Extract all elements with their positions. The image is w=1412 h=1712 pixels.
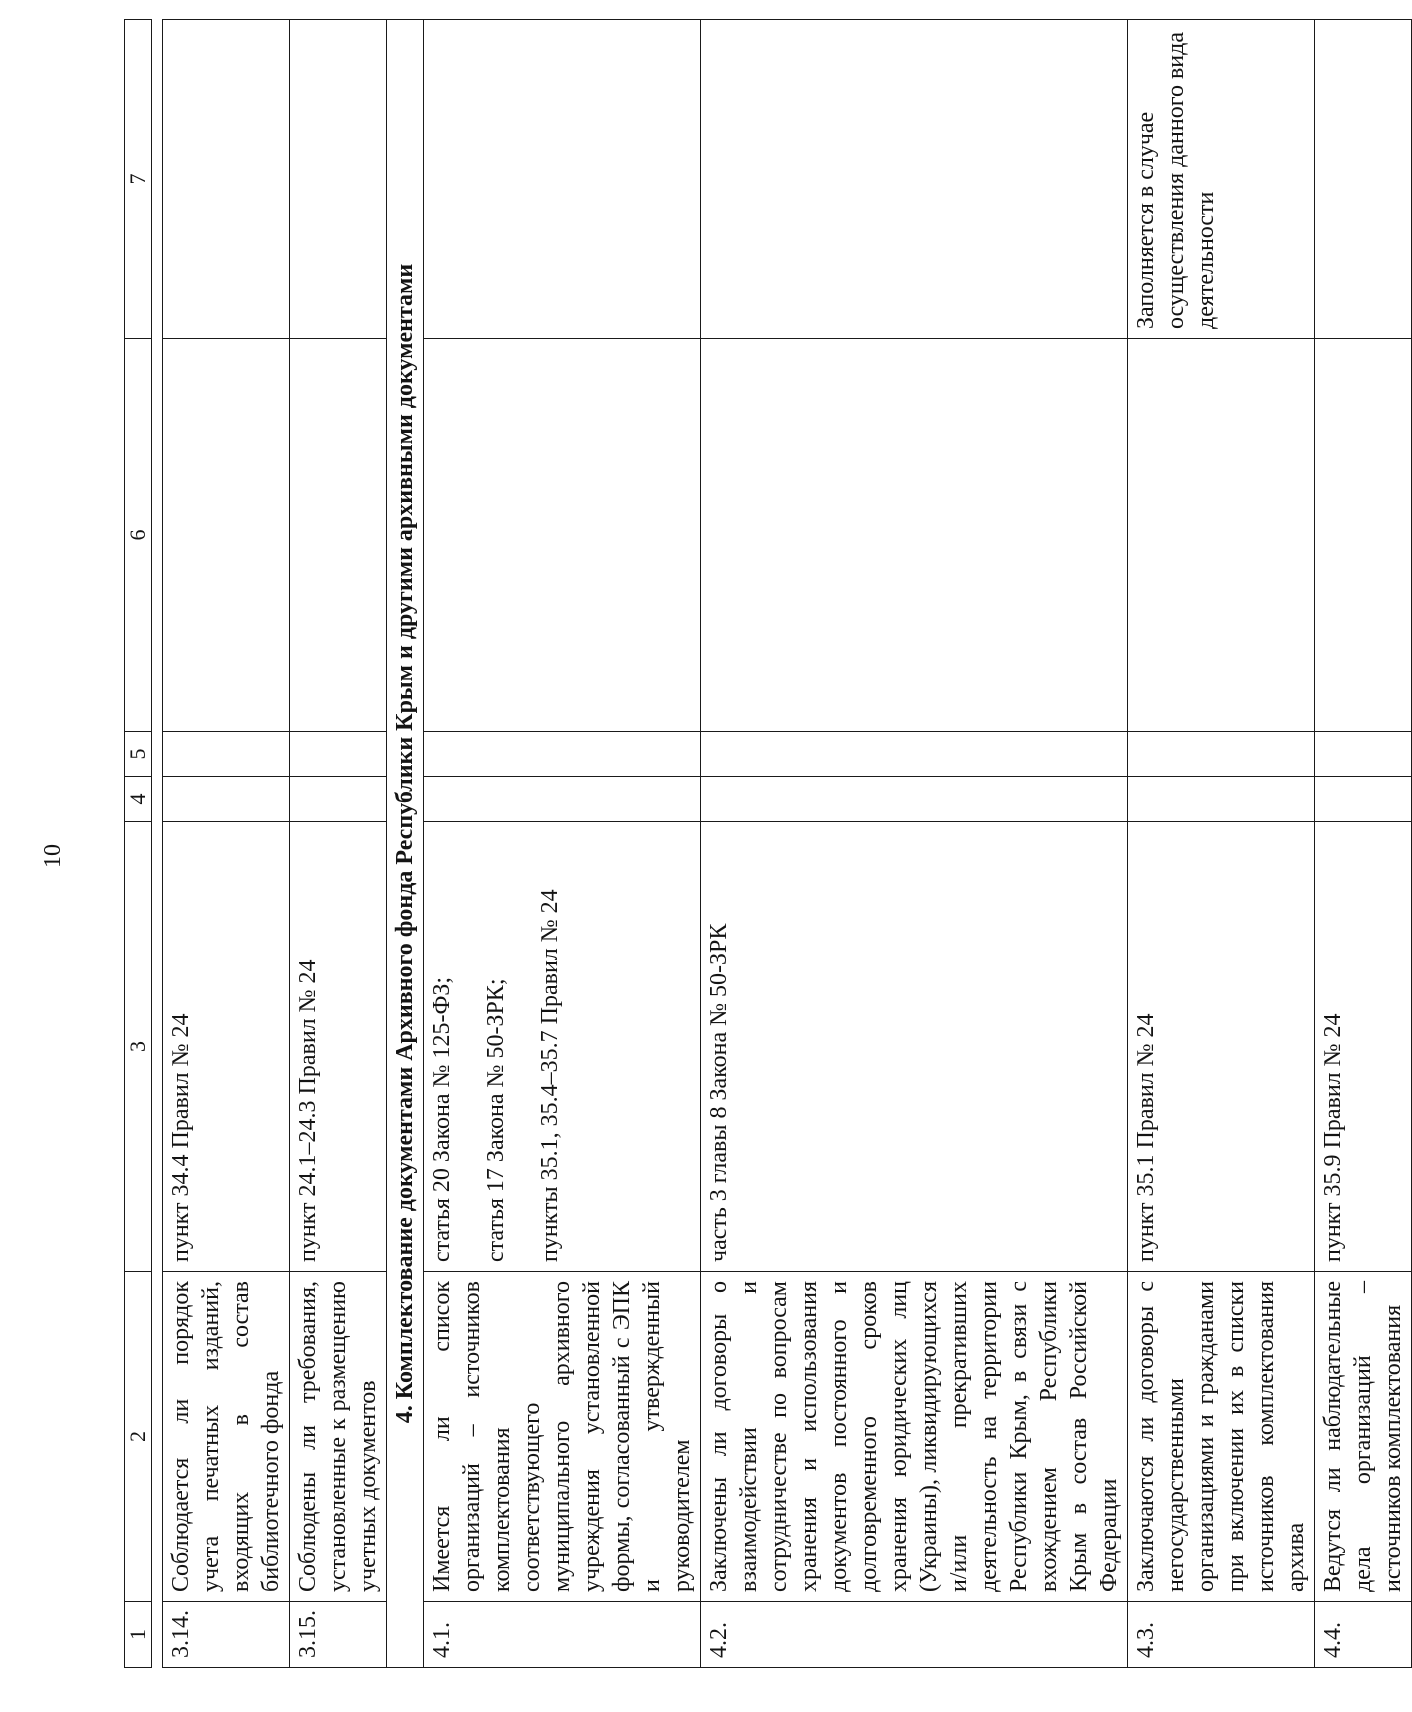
row-basis bbox=[424, 822, 701, 1272]
column-header: 5 bbox=[125, 732, 152, 777]
row-cell-6 bbox=[1128, 339, 1315, 732]
table-row bbox=[424, 20, 701, 1668]
row-basis bbox=[290, 822, 387, 1272]
basis-ref: пункты 35.1, 35.4–35.7 Правил № 24 bbox=[537, 889, 563, 1262]
row-cell-4 bbox=[163, 777, 290, 822]
row-cell-6 bbox=[1315, 339, 1412, 732]
row-description: Заключены ли договоры о взаимодействии и сотрудничестве по вопросам хранения и использования документов постоянного и долговременного сроков хранения юридических лиц (Украины), ликвидирующихся и/или прекративших деятельность на территории Республики Крым, в связи с вхождением Республики Крым в состав Российской Федерации bbox=[701, 1272, 1128, 1602]
table-row bbox=[1315, 20, 1412, 1668]
row-cell-6 bbox=[290, 339, 387, 732]
row-note bbox=[424, 20, 701, 339]
basis-ref: статья 17 Закона № 50-ЗРК; bbox=[483, 978, 509, 1262]
basis-ref: пункт 35.1 Правил № 24 bbox=[1133, 1013, 1159, 1262]
basis-ref: пункт 35.9 Правил № 24 bbox=[1320, 1013, 1346, 1262]
row-note bbox=[290, 20, 387, 339]
row-cell-4 bbox=[1128, 777, 1315, 822]
inspection-table bbox=[124, 19, 1412, 1668]
row-cell-5 bbox=[163, 732, 290, 777]
row-description: Имеется ли список организаций – источников комплектования соответствующего муниципального архивного учреждения установленной формы, согласованный с ЭПК и утвержденный руководителем bbox=[424, 1272, 701, 1602]
row-basis bbox=[163, 822, 290, 1272]
row-cell-5 bbox=[1128, 732, 1315, 777]
row-cell-6 bbox=[424, 339, 701, 732]
row-note: Заполняется в случае осуществления данного вида деятельности bbox=[1128, 20, 1315, 339]
row-description: Ведутся ли наблюдательные дела организаций – источников комплектования bbox=[1315, 1272, 1412, 1602]
row-description: Соблюдается ли порядок учета печатных изданий, входящих в состав библиотечного фонда bbox=[163, 1272, 290, 1602]
row-number: 3.15. bbox=[290, 1602, 387, 1668]
row-cell-4 bbox=[424, 777, 701, 822]
table-row bbox=[1128, 20, 1315, 1668]
row-description: Заключаются ли договоры с негосударственными организациями и гражданами при включении их в списки источников комплектования архива bbox=[1128, 1272, 1315, 1602]
table-row bbox=[290, 20, 387, 1668]
basis-ref: статья 20 Закона № 125-ФЗ; bbox=[429, 976, 455, 1262]
row-cell-4 bbox=[701, 777, 1128, 822]
row-note bbox=[163, 20, 290, 339]
column-header: 4 bbox=[125, 777, 152, 822]
column-header: 7 bbox=[125, 20, 152, 339]
header-gap bbox=[152, 20, 163, 1668]
section-heading-row bbox=[387, 20, 424, 1668]
basis-ref: часть 3 главы 8 Закона № 50-ЗРК bbox=[706, 923, 732, 1262]
column-header: 6 bbox=[125, 339, 152, 732]
row-note bbox=[1315, 20, 1412, 339]
row-basis bbox=[1128, 822, 1315, 1272]
row-basis bbox=[1315, 822, 1412, 1272]
row-note bbox=[701, 20, 1128, 339]
row-number: 4.2. bbox=[701, 1602, 1128, 1668]
row-cell-5 bbox=[701, 732, 1128, 777]
section-title: 4. Комплектование документами Архивного фонда Республики Крым и другими архивными документами bbox=[387, 20, 424, 1668]
table-row bbox=[701, 20, 1128, 1668]
row-number: 4.3. bbox=[1128, 1602, 1315, 1668]
row-cell-5 bbox=[1315, 732, 1412, 777]
row-cell-4 bbox=[290, 777, 387, 822]
row-basis bbox=[701, 822, 1128, 1272]
row-cell-6 bbox=[701, 339, 1128, 732]
column-header-row bbox=[125, 20, 152, 1668]
row-cell-6 bbox=[163, 339, 290, 732]
column-header: 1 bbox=[125, 1602, 152, 1668]
page-number: 10 bbox=[40, 844, 66, 868]
basis-ref: пункт 34.4 Правил № 24 bbox=[168, 1013, 194, 1262]
row-cell-4 bbox=[1315, 777, 1412, 822]
row-cell-5 bbox=[424, 732, 701, 777]
row-number: 4.4. bbox=[1315, 1602, 1412, 1668]
row-description: Соблюдены ли требования, установленные к размещению учетных документов bbox=[290, 1272, 387, 1602]
basis-ref: пункт 24.1–24.3 Правил № 24 bbox=[295, 959, 321, 1262]
row-number: 4.1. bbox=[424, 1602, 701, 1668]
column-header: 3 bbox=[125, 822, 152, 1272]
column-header: 2 bbox=[125, 1272, 152, 1602]
row-cell-5 bbox=[290, 732, 387, 777]
row-number: 3.14. bbox=[163, 1602, 290, 1668]
table-row bbox=[163, 20, 290, 1668]
